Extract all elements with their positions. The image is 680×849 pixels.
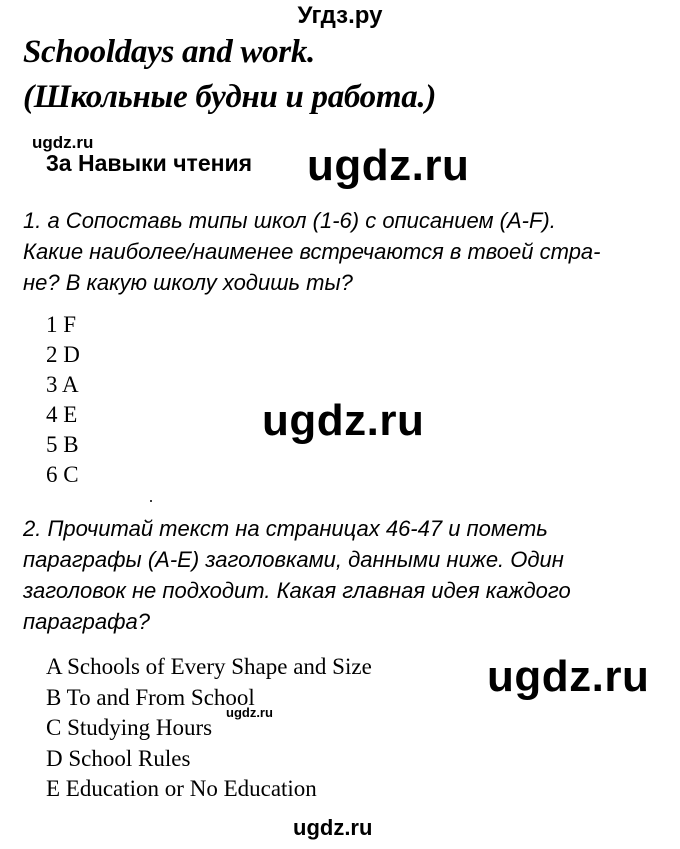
section-heading: 3a Навыки чтения	[46, 150, 253, 176]
task-1-answers	[46, 310, 80, 490]
task-2-instruction	[23, 513, 643, 637]
watermark-small: ugdz.ru	[32, 133, 94, 152]
heading-item: C Studying Hours	[46, 715, 213, 740]
heading-item: A Schools of Every Shape and Size	[46, 654, 372, 679]
task-1-line: Какие наиболее/наименее встречаются в твоей стра-	[23, 239, 601, 264]
page-title-russian: (Школьные будни и работа.)	[23, 79, 437, 115]
site-header: Угдз.ру	[297, 2, 383, 29]
speck	[150, 500, 152, 502]
watermark-footer: ugdz.ru	[293, 815, 373, 840]
task-1-line: 1. a Сопоставь типы школ (1-6) с описанием (A-F).	[23, 208, 556, 233]
watermark-large: ugdz.ru	[307, 141, 470, 190]
answer-item: 2 D	[46, 342, 80, 367]
task-1-instruction	[23, 205, 643, 298]
task-2-line: параграфа?	[23, 609, 150, 634]
watermark-large: ugdz.ru	[487, 652, 650, 701]
answer-item: 6 C	[46, 462, 79, 487]
answer-item: 3 A	[46, 372, 79, 397]
task-1-line: не? В какую школу ходишь ты?	[23, 270, 353, 295]
heading-item: B To and From School	[46, 684, 255, 710]
page-title-english: Schooldays and work.	[23, 34, 315, 70]
task-2-line: 2. Прочитай текст на страницах 46-47 и пометь	[23, 516, 548, 541]
heading-item: D School Rules	[46, 745, 191, 771]
task-2-headings	[46, 652, 372, 805]
answer-item: 1 F	[46, 312, 77, 337]
watermark-small: ugdz.ru	[226, 705, 273, 720]
task-2-line: параграфы (A-E) заголовками, данными ниже. Один	[23, 547, 564, 572]
heading-item: E Education or No Education	[46, 776, 317, 801]
answer-item: 4 E	[46, 402, 78, 427]
watermark-large: ugdz.ru	[262, 396, 425, 445]
answer-item: 5 B	[46, 432, 79, 457]
task-2-line: заголовок не подходит. Какая главная идея каждого	[23, 578, 571, 603]
